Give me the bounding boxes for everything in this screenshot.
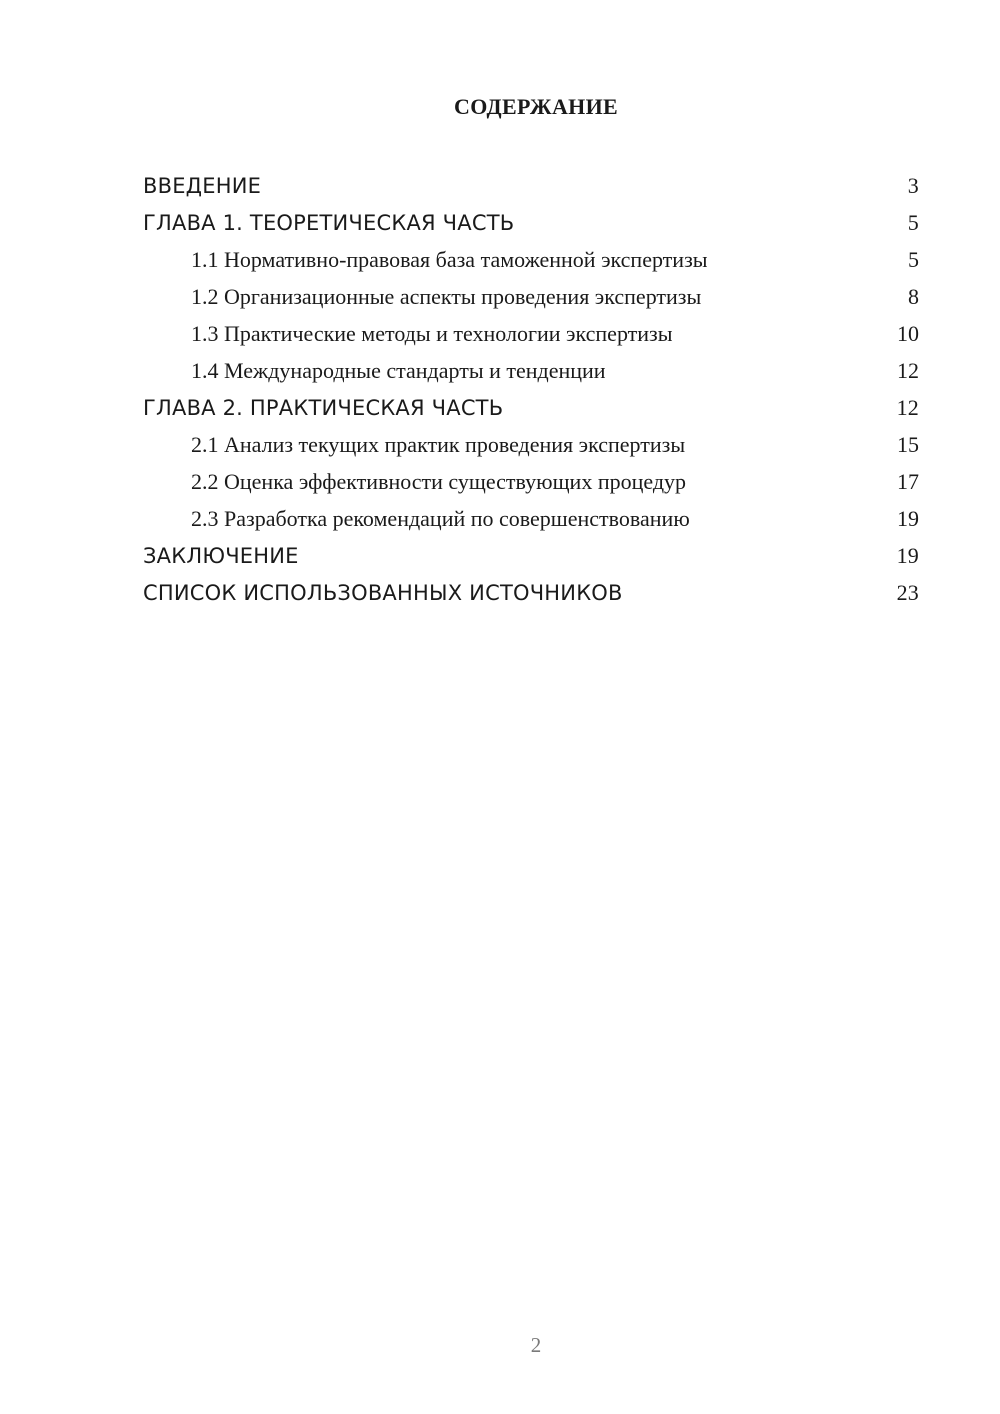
toc-entry-title: 2.3 Разработка рекомендаций по совершенствованию xyxy=(191,506,690,531)
toc-entry-page: 3 xyxy=(907,173,919,198)
toc-entry-title: 1.1 Нормативно-правовая база таможенной экспертизы xyxy=(191,247,708,272)
toc-heading: СОДЕРЖАНИЕ xyxy=(454,94,618,119)
toc-entry-section-1-4 xyxy=(143,352,919,389)
toc-entry-page: 19 xyxy=(897,506,919,531)
toc-entry-page: 5 xyxy=(908,247,919,272)
toc-entry-page: 19 xyxy=(896,543,919,568)
toc-entry-introduction xyxy=(143,167,919,204)
toc-entry-page: 23 xyxy=(896,580,919,605)
toc-entry-page: 5 xyxy=(907,210,919,235)
page-number: 2 xyxy=(530,1333,542,1357)
toc-entry-page: 17 xyxy=(897,469,919,494)
toc-entry-section-1-1 xyxy=(143,241,919,278)
toc-entry-chapter-1 xyxy=(143,204,919,241)
toc-entry-conclusion xyxy=(143,537,919,574)
toc-entry-title: СПИСОК ИСПОЛЬЗОВАННЫХ ИСТОЧНИКОВ xyxy=(143,581,623,605)
toc-entry-section-2-3 xyxy=(143,500,919,537)
table-of-contents xyxy=(143,167,919,611)
toc-entry-title: ЗАКЛЮЧЕНИЕ xyxy=(143,544,299,568)
toc-entry-title: 1.2 Организационные аспекты проведения экспертизы xyxy=(191,284,702,309)
toc-entry-page: 10 xyxy=(897,321,919,346)
toc-entry-section-1-3 xyxy=(143,315,919,352)
toc-entry-page: 15 xyxy=(897,432,919,457)
toc-entry-title: ГЛАВА 1. ТЕОРЕТИЧЕСКАЯ ЧАСТЬ xyxy=(143,211,515,235)
toc-entry-page: 12 xyxy=(897,358,919,383)
toc-entry-page: 12 xyxy=(896,395,919,420)
toc-entry-chapter-2 xyxy=(143,389,919,426)
toc-entry-title: 1.4 Международные стандарты и тенденции xyxy=(191,358,606,383)
toc-entry-references xyxy=(143,574,919,611)
toc-entry-title: ГЛАВА 2. ПРАКТИЧЕСКАЯ ЧАСТЬ xyxy=(143,396,504,420)
toc-entry-title: 2.1 Анализ текущих практик проведения экспертизы xyxy=(191,432,686,457)
toc-entry-section-2-1 xyxy=(143,426,919,463)
toc-entry-section-2-2 xyxy=(143,463,919,500)
toc-entry-page: 8 xyxy=(908,284,919,309)
toc-entry-title: ВВЕДЕНИЕ xyxy=(143,174,262,198)
toc-entry-title: 2.2 Оценка эффективности существующих процедур xyxy=(191,469,687,494)
toc-entry-title: 1.3 Практические методы и технологии экспертизы xyxy=(191,321,673,346)
toc-entry-section-1-2 xyxy=(143,278,919,315)
